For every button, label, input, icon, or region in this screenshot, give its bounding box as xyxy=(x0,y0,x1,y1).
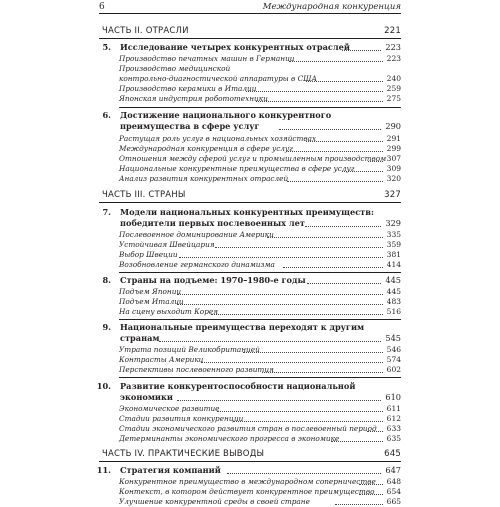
page-ref: 259 xyxy=(386,84,401,93)
dot-leader xyxy=(217,411,383,412)
chapter-title: Страны на подъеме: 1970–1980-е годы xyxy=(120,275,306,285)
section-title: Растущая роль услуг в национальных хозяйствах xyxy=(119,134,317,143)
dot-leader xyxy=(177,304,383,305)
section-entry[interactable] xyxy=(119,134,401,144)
part-label: ЧАСТЬ IV. ПРАКТИЧЕСКИЕ ВЫВОДЫ xyxy=(102,449,265,459)
page-ref: 414 xyxy=(386,260,401,269)
dot-leader xyxy=(306,81,383,82)
chapter-entry[interactable] xyxy=(99,275,401,286)
page-ref: 483 xyxy=(386,297,401,306)
section-title: Международная конкуренция в сфере услуг xyxy=(119,144,293,153)
dot-leader xyxy=(286,151,383,152)
dot-leader xyxy=(287,181,383,182)
dot-leader xyxy=(331,441,383,442)
section-title: Стадии экономического развития стран в послевоенный период xyxy=(119,424,377,433)
section-title: Перспективы послевоенного развития xyxy=(119,365,274,374)
dot-leader xyxy=(289,61,383,62)
chapter-number: 11. xyxy=(96,465,111,475)
section-title: Подъем Японии xyxy=(119,287,182,296)
dot-leader xyxy=(306,141,383,142)
part-label: ЧАСТЬ II. ОТРАСЛИ xyxy=(102,26,189,36)
chapter-divider xyxy=(119,272,401,273)
section-title: Возобновление германского динамизма xyxy=(119,260,275,269)
section-title: Детерминанты экономического прогресса в экономике xyxy=(119,434,340,443)
section-title: Улучшение конкурентной среды в своей стране xyxy=(119,497,310,506)
dot-leader xyxy=(243,352,383,353)
section-title: Послевоенное доминирование Америки xyxy=(119,230,274,239)
page-ref: 602 xyxy=(386,365,401,374)
page-ref: 545 xyxy=(385,333,401,343)
part-rule xyxy=(99,461,401,462)
section-entry[interactable] xyxy=(119,297,401,307)
section-entry[interactable] xyxy=(119,497,401,507)
page-ref: 445 xyxy=(386,287,401,296)
chapter-number: 10. xyxy=(96,381,111,391)
page-ref: 335 xyxy=(386,230,401,239)
dot-leader xyxy=(359,494,383,495)
section-title: Производство медицинской xyxy=(119,64,231,73)
header-rule xyxy=(99,13,401,14)
section-entry[interactable] xyxy=(119,240,401,250)
section-title: Утрата позиций Великобританией xyxy=(119,345,260,354)
dot-leader xyxy=(368,161,383,162)
page-ref: 320 xyxy=(386,174,401,183)
chapter-entry[interactable] xyxy=(99,110,401,132)
dot-leader xyxy=(359,484,383,485)
chapter-divider xyxy=(119,377,401,378)
page-ref: 546 xyxy=(386,345,401,354)
page-ref: 633 xyxy=(386,424,401,433)
page-ref: 309 xyxy=(386,164,401,173)
section-entry[interactable] xyxy=(119,260,401,270)
section-entry[interactable] xyxy=(119,487,401,497)
dot-leader xyxy=(201,362,383,363)
section-title: Выбор Швеции xyxy=(119,250,178,259)
page-ref: 647 xyxy=(385,465,401,475)
section-entry[interactable] xyxy=(119,250,401,260)
page-ref: 381 xyxy=(386,250,401,259)
page-ref: 327 xyxy=(384,190,401,200)
chapter-title-line: Национальные преимущества переходят к другим xyxy=(120,322,365,332)
dot-leader xyxy=(211,314,383,315)
section-entry[interactable] xyxy=(119,84,401,94)
dot-leader xyxy=(177,294,383,295)
section-title: Отношения между сферой услуг и промышленным производством xyxy=(119,154,387,163)
page-ref: 665 xyxy=(386,497,401,506)
page-ref: 359 xyxy=(386,240,401,249)
page-ref: 635 xyxy=(386,434,401,443)
chapter-entry[interactable] xyxy=(99,42,401,53)
page-ref: 445 xyxy=(385,275,401,285)
chapter-number: 7. xyxy=(102,207,111,217)
dot-leader xyxy=(233,421,383,422)
page-ref: 307 xyxy=(386,154,401,163)
chapter-divider xyxy=(119,107,401,108)
chapter-number: 9. xyxy=(102,322,111,332)
chapter-number: 6. xyxy=(102,110,111,120)
section-entry[interactable] xyxy=(119,287,401,297)
chapter-title-line: победители первых послевоенных лет xyxy=(120,218,305,228)
section-entry[interactable] xyxy=(119,414,401,424)
chapter-entry[interactable] xyxy=(99,207,401,229)
dot-leader xyxy=(367,431,383,432)
dot-leader xyxy=(305,226,381,227)
section-title: Японская индустрия робототехники xyxy=(119,94,268,103)
chapter-number: 8. xyxy=(102,275,111,285)
page-ref: 223 xyxy=(386,54,401,63)
section-entry[interactable] xyxy=(119,64,401,74)
chapter-entry[interactable] xyxy=(99,322,401,344)
section-title: Контрасты Америки xyxy=(119,355,204,364)
dot-leader xyxy=(279,129,381,130)
section-title: Подъем Италии xyxy=(119,297,184,306)
section-title: Конкурентное преимущество в международном соперничестве xyxy=(119,477,376,486)
chapter-title-line: Достижение национального конкурентного xyxy=(120,110,332,120)
section-entry[interactable] xyxy=(119,164,401,174)
section-entry[interactable] xyxy=(119,434,401,444)
page-ref: 648 xyxy=(386,477,401,486)
section-entry[interactable] xyxy=(119,404,401,414)
part-rule xyxy=(99,38,401,39)
page-ref: 299 xyxy=(386,144,401,153)
page-ref: 654 xyxy=(386,487,401,496)
dot-leader xyxy=(342,171,383,172)
dot-leader xyxy=(227,473,381,474)
dot-leader xyxy=(307,283,381,284)
chapter-title-line: экономики xyxy=(120,392,173,402)
chapter-title-line: Развитие конкурентоспособности национальной xyxy=(120,381,356,391)
page-number: 6 xyxy=(99,2,105,12)
part-rule xyxy=(99,202,401,203)
section-title: Устойчивая Швейцария xyxy=(119,240,215,249)
section-title: Контекст, в котором действует конкурентное преимущество xyxy=(119,487,375,496)
section-title: Анализ развития конкурентных отраслей xyxy=(119,174,289,183)
dot-leader xyxy=(215,247,383,248)
dot-leader xyxy=(267,237,383,238)
section-entry[interactable] xyxy=(119,230,401,240)
page-ref: 612 xyxy=(386,414,401,423)
page-ref: 290 xyxy=(385,121,401,131)
section-title: контрольно-диагностической аппаратуры в США xyxy=(119,74,318,83)
chapter-number: 5. xyxy=(102,42,111,52)
page-ref: 611 xyxy=(386,404,401,413)
section-title: Экономическое развитие xyxy=(119,404,220,413)
dot-leader xyxy=(159,341,381,342)
page-ref: 329 xyxy=(385,218,401,228)
page-ref: 275 xyxy=(386,94,401,103)
dot-leader xyxy=(262,372,383,373)
section-entry[interactable] xyxy=(119,477,401,487)
dot-leader xyxy=(256,101,383,102)
dot-leader xyxy=(177,400,381,401)
dot-leader xyxy=(283,267,383,268)
section-title: Производство печатных машин в Германии xyxy=(119,54,295,63)
section-entry[interactable] xyxy=(119,94,401,104)
chapter-divider xyxy=(119,319,401,320)
section-entry[interactable] xyxy=(119,307,401,317)
section-title: Стадии развития конкуренции xyxy=(119,414,244,423)
section-entry[interactable] xyxy=(119,154,401,164)
chapter-title-line: преимущества в сфере услуг xyxy=(120,121,260,131)
section-entry[interactable] xyxy=(119,355,401,365)
dot-leader xyxy=(246,91,383,92)
dot-leader xyxy=(335,504,383,505)
part-label: ЧАСТЬ III. СТРАНЫ xyxy=(102,190,186,200)
chapter-entry[interactable] xyxy=(96,465,401,476)
section-entry[interactable] xyxy=(119,424,401,434)
page-ref: 291 xyxy=(386,134,401,143)
section-title: На сцену выходит Корея xyxy=(119,307,219,316)
section-entry[interactable] xyxy=(119,174,401,184)
section-title: Производство керамики в Италии xyxy=(119,84,257,93)
page-ref: 221 xyxy=(384,26,401,36)
section-entry[interactable] xyxy=(119,365,401,375)
page-ref: 610 xyxy=(385,392,401,402)
chapter-title: Исследование четырех конкурентных отраслей xyxy=(120,42,350,52)
chapter-entry[interactable] xyxy=(96,381,401,403)
part-heading[interactable] xyxy=(99,190,401,204)
section-title: Национальные конкурентные преимущества в сфере услуг xyxy=(119,164,355,173)
chapter-title-line: странам xyxy=(120,333,160,343)
page-ref: 223 xyxy=(385,42,401,52)
section-entry[interactable] xyxy=(119,345,401,355)
section-entry[interactable] xyxy=(119,74,401,84)
chapter-title-line: Модели национальных конкурентных преимуществ: xyxy=(120,207,374,217)
page-ref: 574 xyxy=(386,355,401,364)
chapter-title: Стратегия компаний xyxy=(120,465,221,475)
page-ref: 516 xyxy=(386,307,401,316)
dot-leader xyxy=(179,257,383,258)
section-entry[interactable] xyxy=(119,54,401,64)
part-heading[interactable] xyxy=(99,449,401,463)
page-ref: 240 xyxy=(386,74,401,83)
section-entry[interactable] xyxy=(119,144,401,154)
dot-leader xyxy=(342,50,381,51)
running-title: Международная конкуренция xyxy=(262,2,401,12)
page-ref: 645 xyxy=(384,449,401,459)
part-heading[interactable] xyxy=(99,26,401,40)
